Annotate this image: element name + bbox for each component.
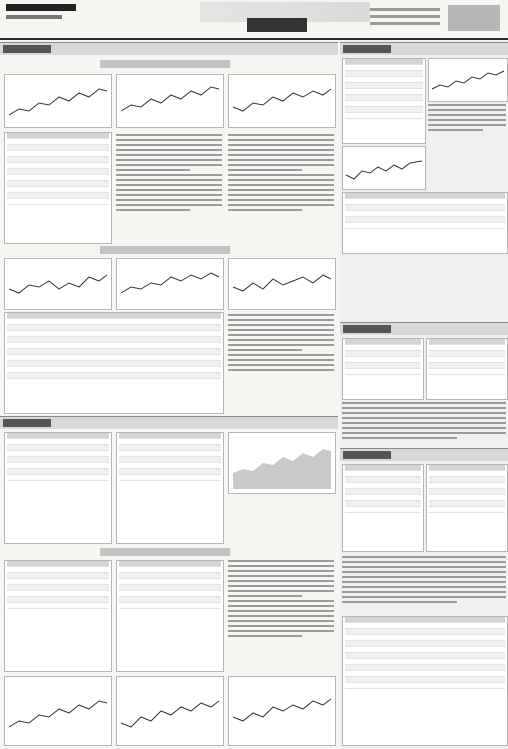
forex-cross-rates-table: [342, 192, 508, 254]
metals-table-2: [116, 560, 224, 672]
futures-table-2: [116, 432, 224, 544]
rate-table-1: [342, 464, 424, 552]
index-chart-4: [4, 258, 112, 310]
forex-article: [428, 104, 506, 134]
article-column-4: [228, 560, 334, 640]
bond-article: [342, 402, 506, 442]
article-column-3: [228, 314, 334, 374]
section-title: [247, 18, 307, 32]
commodity-chart-2: [116, 676, 224, 746]
futures-market-band-title: [3, 419, 51, 427]
futures-market-band: [0, 416, 338, 429]
asia-indices-subhead: [100, 60, 230, 68]
bond-table-2: [426, 338, 508, 400]
global-indices-table: [4, 312, 224, 414]
commodity-chart-1: [4, 676, 112, 746]
rate-market-band-title: [343, 451, 391, 459]
page-number: [448, 5, 500, 31]
bond-market-band: [340, 322, 508, 335]
rate-table-2: [426, 464, 508, 552]
deposit-rates-table: [342, 616, 508, 746]
masthead: [0, 0, 508, 40]
newspaper-logo: [6, 4, 76, 30]
rate-article: [342, 556, 506, 606]
index-chart-1: [4, 74, 112, 128]
issue-meta: [370, 8, 440, 29]
forex-table: [342, 58, 426, 144]
rate-market-band: [340, 448, 508, 461]
metals-subhead: [100, 548, 230, 556]
commodity-chart-3: [228, 676, 336, 746]
bond-market-band-title: [343, 325, 391, 333]
index-chart-5: [116, 258, 224, 310]
bond-table-1: [342, 338, 424, 400]
forex-chart-1: [428, 58, 508, 102]
forex-market-band-title: [343, 45, 391, 53]
index-chart-6: [228, 258, 336, 310]
forex-market-band: [340, 42, 508, 55]
stock-market-band-title: [3, 45, 51, 53]
index-chart-2: [116, 74, 224, 128]
stock-market-band: [0, 42, 338, 55]
futures-chart: [228, 432, 336, 494]
article-column-2: [228, 134, 334, 214]
futures-table-1: [4, 432, 112, 544]
index-table: [4, 132, 112, 244]
europe-us-indices-subhead: [100, 246, 230, 254]
metals-table-1: [4, 560, 112, 672]
index-chart-3: [228, 74, 336, 128]
article-column-1: [116, 134, 222, 214]
forex-chart-2: [342, 146, 426, 190]
